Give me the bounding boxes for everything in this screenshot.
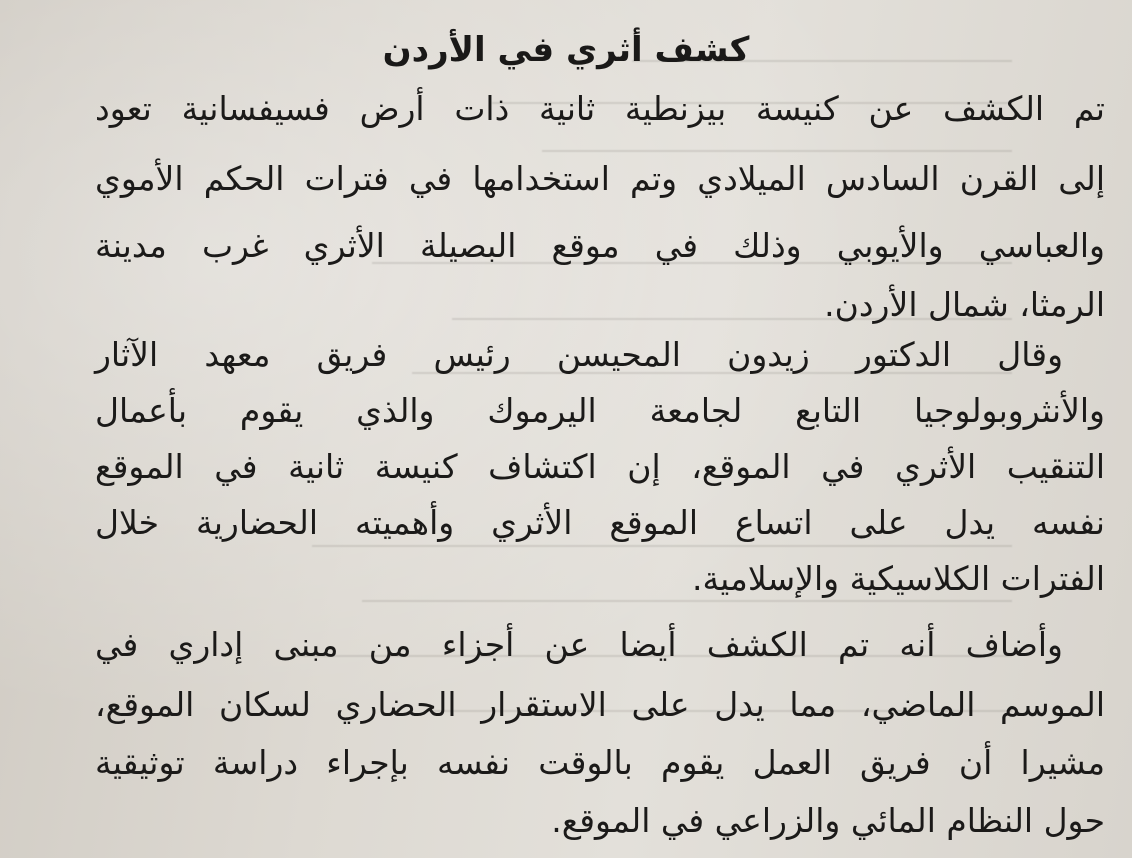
paragraph-1-line-2: إلى القرن السادس الميلادي وتم استخدامها في فترات الحكم الأموي — [95, 159, 1105, 198]
paragraph-2-line-4: نفسه يدل على اتساع الموقع الأثري وأهميته الحضارية خلال — [95, 503, 1105, 542]
paragraph-2-line-3: التنقيب الأثري في الموقع، إن اكتشاف كنيسة ثانية في الموقع — [95, 447, 1105, 486]
paragraph-1-line-4: الرمثا، شمال الأردن. — [824, 285, 1105, 324]
article-title: كشف أثري في الأردن — [382, 30, 750, 70]
paragraph-3-line-2: الموسم الماضي، مما يدل على الاستقرار الحضاري لسكان الموقع، — [95, 685, 1105, 724]
paragraph-3-line-3: مشيرا أن فريق العمل يقوم بالوقت نفسه بإجراء دراسة توثيقية — [95, 743, 1105, 782]
paragraph-2-line-1: وقال الدكتور زيدون المحيسن رئيس فريق معهد الآثار — [95, 335, 1063, 374]
paragraph-2-line-2: والأنثروبولوجيا التابع لجامعة اليرموك والذي يقوم بأعمال — [95, 391, 1105, 430]
paragraph-1-line-3: والعباسي والأيوبي وذلك في موقع البصيلة الأثري غرب مدينة — [95, 226, 1105, 265]
paragraph-3-line-1: وأضاف أنه تم الكشف أيضا عن أجزاء من مبنى إداري في — [95, 625, 1063, 664]
paragraph-1-line-1: تم الكشف عن كنيسة بيزنطية ثانية ذات أرض فسيفسانية تعود — [95, 89, 1105, 128]
paragraph-3-line-4: حول النظام المائي والزراعي في الموقع. — [551, 801, 1105, 840]
paragraph-2-line-5: الفترات الكلاسيكية والإسلامية. — [692, 559, 1105, 598]
